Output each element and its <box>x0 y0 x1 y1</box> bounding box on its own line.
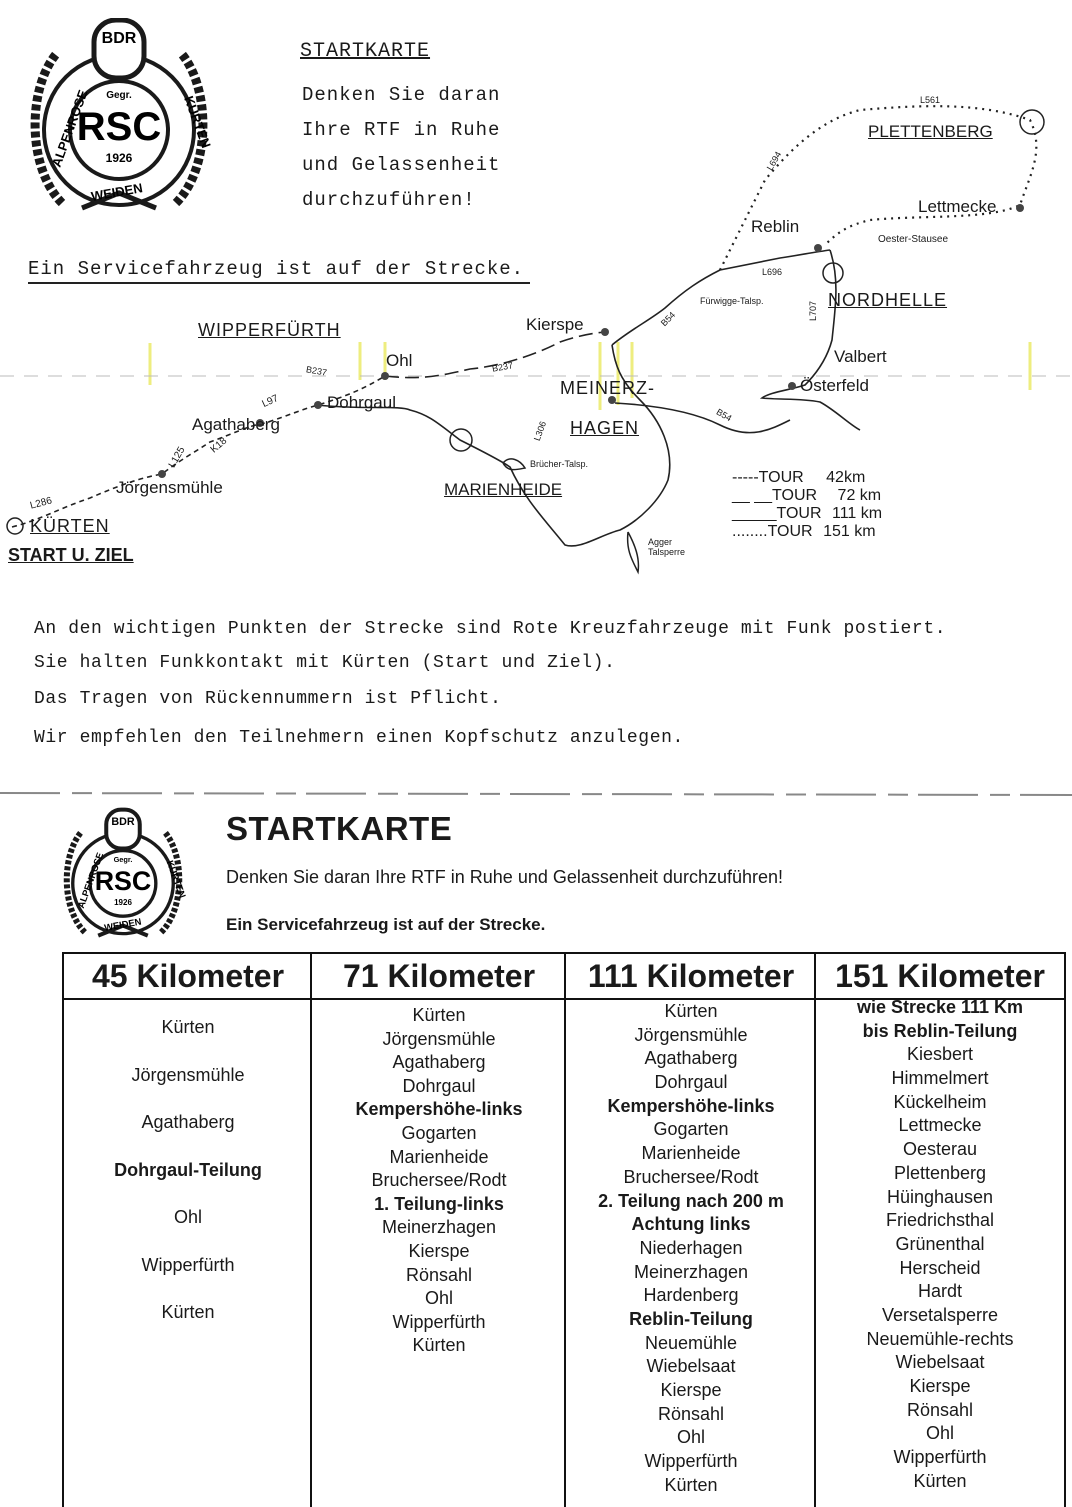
route-stop: Marienheide <box>641 1143 741 1164</box>
road-label: B237 <box>491 360 514 374</box>
svg-text:RSC: RSC <box>76 105 162 149</box>
route-stop: Meinerzhagen <box>381 1217 497 1238</box>
route-stop: Wipperfürth <box>141 1254 235 1275</box>
map-label-meinerzhagen: HAGEN <box>570 418 640 438</box>
route-stop: Jörgensmühle <box>131 1064 245 1085</box>
road-label: L707 <box>808 300 819 322</box>
route-stop: 1. Teilung-links <box>374 1193 504 1214</box>
top-card-title: STARTKARTE <box>300 40 431 63</box>
route-stop: Grünenthal <box>895 1233 985 1254</box>
route-stop: Hüinghausen <box>886 1186 994 1207</box>
top-card-line: durchzuführen! <box>302 189 476 211</box>
route-stop: Niederhagen <box>639 1237 743 1258</box>
route-column-111 <box>564 952 816 1507</box>
route-stop: Reblin-Teilung <box>629 1308 753 1329</box>
route-stop: Dohrgaul-Teilung <box>114 1159 262 1180</box>
map-label-bruecher: Brücher-Talsp. <box>530 459 589 469</box>
route-stop: Hardt <box>917 1281 962 1302</box>
route-stop: Kürten <box>412 1005 466 1025</box>
route-stop: Meinerzhagen <box>633 1261 749 1282</box>
route-stop: Kürten <box>412 1335 466 1356</box>
road-label: L97 <box>260 392 281 411</box>
road-label: B54 <box>714 406 734 424</box>
info-line: Wir empfehlen den Teilnehmern einen Kopfschutz anzulegen. <box>34 728 684 748</box>
route-stop: Herscheid <box>899 1257 981 1278</box>
route-stop: Wiebelsaat <box>895 1352 985 1373</box>
top-card-line: Denken Sie daran <box>302 84 501 106</box>
route-map <box>0 80 1072 590</box>
map-label-marienheide: MARIENHEIDE <box>444 480 563 499</box>
route-stop: Rönsahl <box>405 1264 473 1285</box>
legend-item: ........TOUR 151 km <box>732 523 876 540</box>
map-label-lettmecke: Lettmecke <box>918 197 997 216</box>
map-label-dohrgaul: Dohrgaul <box>327 393 396 412</box>
route-stop: Ohl <box>925 1423 954 1444</box>
card-separator <box>0 787 1072 801</box>
svg-text:ALPENROSE: ALPENROSE <box>48 87 91 170</box>
route-stop: Ohl <box>173 1207 202 1227</box>
route-table <box>62 952 1066 1507</box>
route-stop: Marienheide <box>389 1146 489 1167</box>
map-label-valbert: Valbert <box>834 347 887 366</box>
top-card-line: und Gelassenheit <box>302 154 501 176</box>
route-stop-list <box>64 1004 312 1337</box>
road-label: K18 <box>208 435 230 456</box>
route-stop: Kierspe <box>660 1380 722 1400</box>
route-stop: Gogarten <box>401 1122 477 1143</box>
route-stop: Agathaberg <box>392 1052 486 1073</box>
svg-text:WEIDEN: WEIDEN <box>89 180 144 204</box>
route-stop: Rönsahl <box>657 1403 725 1424</box>
top-service-note: Ein Servicefahrzeug ist auf der Strecke. <box>28 258 524 280</box>
route-stop: Neuemühle-rechts <box>866 1328 1014 1349</box>
map-label-fuerwigge: Fürwigge-Talsp. <box>700 296 764 306</box>
route-stop: Bruchersee/Rodt <box>371 1170 507 1191</box>
map-label-agathaberg: Agathaberg <box>192 415 280 434</box>
route-stop: Himmelmert <box>891 1068 989 1089</box>
map-label-reblin: Reblin <box>751 217 800 236</box>
legend-item: _____TOUR 111 km <box>732 505 883 522</box>
route-stop: Wiebelsaat <box>646 1356 736 1377</box>
route-stop: Wipperfürth <box>893 1447 987 1468</box>
map-label-agger: Agger Talsperre <box>648 537 686 557</box>
map-label-kierspe: Kierspe <box>526 315 584 334</box>
route-stop: Kempershöhe-links <box>607 1095 775 1116</box>
route-stop: Kückelheim <box>893 1091 987 1112</box>
route-header: 111 Kilometer <box>587 958 795 994</box>
route-header: 151 Kilometer <box>835 958 1045 994</box>
road-label: L286 <box>28 495 54 512</box>
route-stop: Kürten <box>161 1017 215 1037</box>
route-stop-list <box>816 996 1064 1493</box>
club-logo-bottom <box>58 807 188 947</box>
route-header: 71 Kilometer <box>342 958 536 994</box>
route-stop-list <box>566 1000 816 1497</box>
route-column-151 <box>814 952 1066 1507</box>
route-stop: Lettmecke <box>898 1115 982 1136</box>
road-label: L694 <box>764 149 784 173</box>
route-stop: Ohl <box>676 1427 705 1448</box>
svg-text:1926: 1926 <box>114 897 132 907</box>
road-label: B54 <box>658 309 678 329</box>
route-stop: Wipperfürth <box>392 1311 486 1332</box>
legend-item: -----TOUR 42km <box>732 469 866 486</box>
map-label-ohl: Ohl <box>386 351 413 370</box>
route-stop: wie Strecke 111 Km <box>856 997 1024 1017</box>
map-label-oesterfeld: Österfeld <box>800 376 869 395</box>
route-stop: Rönsahl <box>906 1399 974 1420</box>
route-stop: Kempershöhe-links <box>355 1099 523 1120</box>
map-label-start: START U. ZIEL <box>8 545 134 565</box>
svg-text:Gegr.: Gegr. <box>113 854 133 864</box>
road-label: L561 <box>920 95 941 105</box>
route-stop: Kürten <box>664 1474 718 1495</box>
route-stop: Dohrgaul <box>402 1075 476 1096</box>
svg-text:BDR: BDR <box>101 30 137 47</box>
map-label-nordhelle: NORDHELLE <box>828 290 948 310</box>
route-header: 45 Kilometer <box>91 958 285 994</box>
route-stop: Neuemühle <box>644 1332 738 1353</box>
svg-text:KÜRTEN: KÜRTEN <box>164 859 188 900</box>
info-line: An den wichtigen Punkten der Strecke sind Rote Kreuzfahrzeuge mit Funk postiert. <box>34 619 947 639</box>
road-label: L696 <box>762 267 783 277</box>
bottom-card-title: STARTKARTE <box>226 810 453 847</box>
svg-text:KÜRTEN: KÜRTEN <box>181 93 214 150</box>
map-label-kuerten: KÜRTEN <box>30 516 110 536</box>
bottom-service-note: Ein Servicefahrzeug ist auf der Strecke. <box>226 915 546 934</box>
map-label-joergensmuehle: Jörgensmühle <box>116 478 223 497</box>
route-stop: Bruchersee/Rodt <box>623 1166 759 1187</box>
svg-text:ALPENROSE: ALPENROSE <box>75 851 106 910</box>
map-label-wipperfuerth: WIPPERFÜRTH <box>198 320 341 340</box>
route-stop: Achtung links <box>631 1214 751 1235</box>
road-label: B237 <box>305 364 328 378</box>
road-label: L125 <box>166 445 188 470</box>
route-column-71 <box>310 952 566 1507</box>
route-stop: Oesterau <box>902 1139 978 1160</box>
route-stop: 2. Teilung nach 200 m <box>598 1190 784 1211</box>
route-stop: Kürten <box>664 1001 718 1021</box>
bottom-card-subtitle: Denken Sie daran Ihre RTF in Ruhe und Gelassenheit durchzuführen! <box>226 867 783 887</box>
route-stop-list <box>312 1004 566 1358</box>
route-stop: Kürten <box>161 1302 215 1322</box>
route-stop: Gogarten <box>653 1119 729 1140</box>
svg-text:1926: 1926 <box>105 151 133 165</box>
info-line: Sie halten Funkkontakt mit Kürten (Start und Ziel). <box>34 653 616 673</box>
svg-text:BDR: BDR <box>111 816 135 829</box>
road-label: L306 <box>531 419 549 443</box>
route-stop: Versetalsperre <box>881 1304 999 1325</box>
top-card-line: Ihre RTF in Ruhe <box>302 119 501 141</box>
svg-text:Gegr.: Gegr. <box>106 90 132 101</box>
route-stop: Ohl <box>424 1288 453 1309</box>
route-stop: Dohrgaul <box>654 1072 728 1093</box>
route-stop: Jörgensmühle <box>382 1028 496 1049</box>
route-stop: Wipperfürth <box>644 1451 738 1472</box>
svg-text:WEIDEN: WEIDEN <box>103 916 143 933</box>
route-stop: Hardenberg <box>643 1285 739 1306</box>
route-stop: Jörgensmühle <box>634 1024 748 1045</box>
route-column-45 <box>62 952 312 1507</box>
route-stop: Kiesbert <box>906 1044 974 1065</box>
route-stop: Kierspe <box>408 1240 470 1261</box>
svg-text:RSC: RSC <box>94 866 152 897</box>
info-line: Das Tragen von Rückennummern ist Pflicht. <box>34 689 502 709</box>
map-label-plettenberg: PLETTENBERG <box>868 122 993 141</box>
route-stop: Plettenberg <box>893 1162 987 1183</box>
route-stop: bis Reblin-Teilung <box>862 1020 1018 1041</box>
route-map-drawing <box>0 80 1072 590</box>
route-stop: Agathaberg <box>141 1112 235 1132</box>
map-label-meinerzhagen: MEINERZ- <box>560 378 655 398</box>
route-stop: Friedrichsthal <box>885 1210 995 1231</box>
route-stop: Agathaberg <box>644 1048 738 1069</box>
legend-item: __ __TOUR 72 km <box>732 487 882 504</box>
map-label-oester-stausee: Oester-Stausee <box>878 234 949 245</box>
route-stop: Kürten <box>913 1470 967 1491</box>
route-stop: Kierspe <box>909 1376 971 1396</box>
